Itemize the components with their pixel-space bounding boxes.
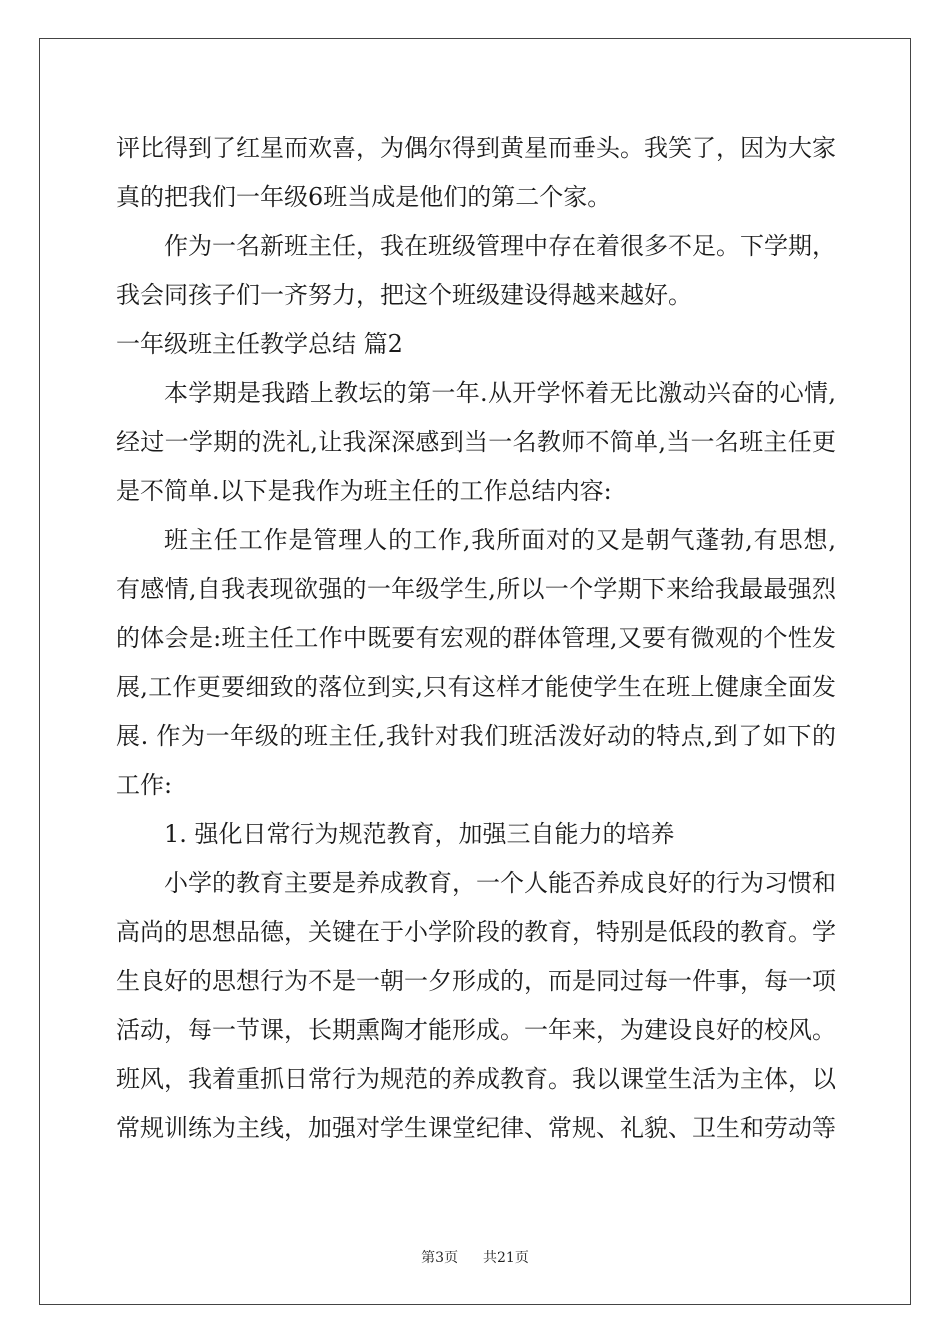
page-number: 第3页 — [421, 1250, 459, 1266]
text-line-4: 我会同孩子们一齐努力，把这个班级建设得越来越好。 — [116, 281, 692, 309]
text-line-10: 有感情,自我表现欲强的一年级学生,所以一个学期下来给我最最强烈 — [116, 575, 836, 603]
text-line-14: 工作: — [116, 771, 173, 799]
text-line-12: 展,工作更要细致的落位到实,只有这样才能使学生在班上健康全面发 — [116, 673, 836, 701]
text-line-17: 高尚的思想品德，关键在于小学阶段的教育，特别是低段的教育。学 — [116, 918, 836, 946]
text-line-19: 活动，每一节课，长期熏陶才能形成。一年来，为建设良好的校风。 — [116, 1016, 836, 1044]
subheading-item-1: 1. 强化日常行为规范教育，加强三自能力的培养 — [164, 820, 675, 848]
text-line-18: 生良好的思想行为不是一朝一夕形成的，而是同过每一件事，每一项 — [116, 967, 836, 995]
text-line-8: 是不简单.以下是我作为班主任的工作总结内容: — [116, 477, 612, 505]
section-heading: 一年级班主任教学总结 篇2 — [116, 330, 403, 358]
text-line-1: 评比得到了红星而欢喜，为偶尔得到黄星而垂头。我笑了，因为大家 — [116, 134, 836, 162]
document-body — [116, 124, 836, 1153]
text-line-11: 的体会是:班主任工作中既要有宏观的群体管理,又要有微观的个性发 — [116, 624, 836, 652]
text-line-9: 班主任工作是管理人的工作,我所面对的又是朝气蓬勃,有思想, — [164, 526, 836, 554]
page-footer — [0, 1247, 950, 1267]
text-line-2: 真的把我们一年级6班当成是他们的第二个家。 — [116, 183, 612, 211]
text-line-7: 经过一学期的洗礼,让我深深感到当一名教师不简单,当一名班主任更 — [116, 428, 836, 456]
text-line-13: 展. 作为一年级的班主任,我针对我们班活泼好动的特点,到了如下的 — [116, 722, 836, 750]
text-line-20: 班风，我着重抓日常行为规范的养成教育。我以课堂生活为主体，以 — [116, 1065, 836, 1093]
text-line-3: 作为一名新班主任，我在班级管理中存在着很多不足。下学期， — [164, 232, 836, 260]
text-line-21: 常规训练为主线，加强对学生课堂纪律、常规、礼貌、卫生和劳动等 — [116, 1114, 836, 1142]
text-line-16: 小学的教育主要是养成教育，一个人能否养成良好的行为习惯和 — [164, 869, 836, 897]
text-line-6: 本学期是我踏上教坛的第一年.从开学怀着无比激动兴奋的心情, — [164, 379, 836, 407]
total-pages: 共21页 — [483, 1250, 529, 1266]
